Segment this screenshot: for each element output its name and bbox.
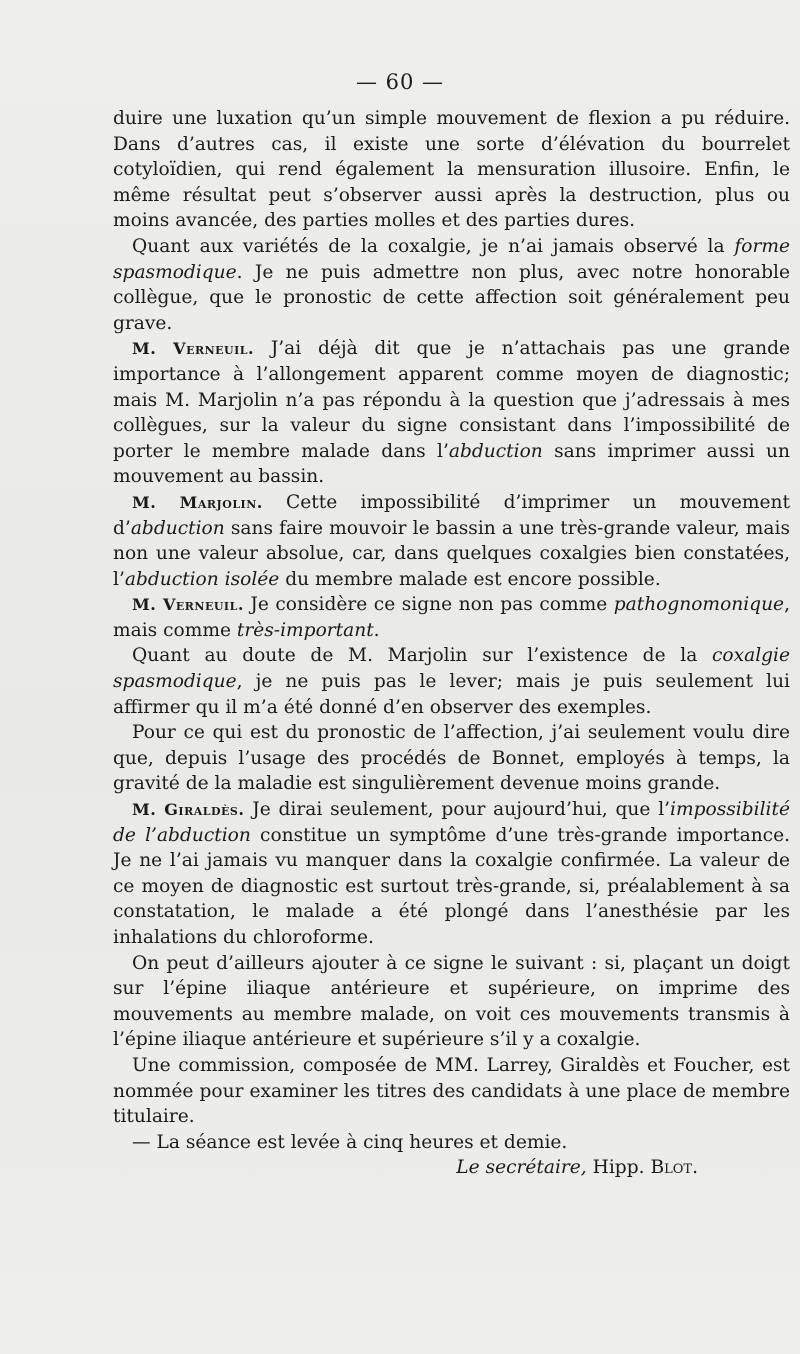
- body-text: [113, 106, 790, 1181]
- text-segment: sans faire mouvoir le bassin a une très-grande valeur, mais non une valeur absolue, car, dans quelques coxalgies bien constatées, l’: [113, 517, 790, 590]
- italic-text: impossibilité de l’abduction: [113, 799, 790, 846]
- text-segment: duire une luxation qu’un simple mouvement de flexion a pu réduire. Dans d’autres cas, il existe une sorte d’élévation du bourrelet cotyloïdien, qui rend également la mensuration illusoire. Enfin, le même résultat peut s’observer aussi après la destruction, plus ou moins avancée, des parties molles et des parties dures.: [113, 108, 790, 232]
- paragraph-p2: [113, 234, 790, 336]
- italic-text: coxalgie spasmodique: [113, 645, 790, 693]
- text-segment: Quant au doute de M. Marjolin sur l’existence de la: [132, 645, 713, 667]
- italic-text: abduction: [130, 517, 225, 539]
- italic-text: forme spasmodique: [113, 235, 790, 283]
- signature-name-last: Blot.: [650, 1157, 698, 1179]
- speaker-name: M. Marjolin.: [132, 492, 263, 512]
- text-segment: du membre malade est encore possible.: [279, 568, 661, 590]
- speaker-name: M. Verneuil.: [132, 595, 244, 615]
- text-segment: — La séance est levée à cinq heures et demie.: [132, 1131, 568, 1153]
- italic-text: abduction: [448, 440, 543, 462]
- text-segment: On peut d’ailleurs ajouter à ce signe le suivant : si, plaçant un doigt sur l’épine iliaque antérieure et supérieure, on imprime des mouvements au membre malade, on voit ces mouvements transmis à l’épine iliaque antérieure et supérieure s’il y a coxalgie.: [113, 952, 790, 1051]
- paragraph-p11: [113, 1130, 790, 1156]
- signature-role: Le secrétaire,: [456, 1157, 587, 1179]
- text-segment: , mais comme: [113, 594, 790, 641]
- paragraph-p1: [113, 106, 790, 234]
- paragraph-p4: [113, 490, 790, 592]
- paragraph-p5: [113, 592, 790, 643]
- text-segment: Je considère ce signe non pas comme: [243, 594, 614, 616]
- text-segment: Cette impossibilité d’imprimer un mouvement d’: [113, 491, 791, 539]
- paragraph-p8: [113, 797, 790, 951]
- signature-name-first: Hipp.: [592, 1157, 645, 1179]
- italic-text: très-important: [236, 619, 374, 641]
- paragraph-p7: [113, 720, 790, 797]
- text-segment: Pour ce qui est du pronostic de l’affection, j’ai seulement voulu dire que, depuis l’usage des procédés de Bonnet, employés à temps, la gravité de la maladie est singulièrement devenue moins grande.: [113, 722, 790, 795]
- text-segment: Je dirai seulement, pour aujourd’hui, que l’: [244, 799, 671, 821]
- paragraph-list: [113, 106, 790, 1155]
- signature: [113, 1155, 790, 1181]
- paragraph-p6: [113, 643, 790, 720]
- paragraph-p9: [113, 951, 790, 1053]
- italic-text: abduction isolée: [124, 568, 280, 590]
- text-segment: constitue un symptôme d’une très-grande importance. Je ne l’ai jamais vu manquer dans la coxalgie confirmée. La valeur de ce moyen de diagnostic est surtout très-grande, si, préalablement à sa constatation, le malade a été plongé dans l’anesthésie par les inhalations du chloroforme.: [113, 824, 790, 948]
- text-segment: . Je ne puis admettre non plus, avec notre honorable collègue, que le pronostic de cette affection soit généralement peu grave.: [113, 261, 790, 334]
- paragraph-p3: [113, 336, 790, 490]
- speaker-name: M. Verneuil.: [132, 339, 255, 359]
- text-segment: .: [373, 619, 380, 641]
- text-segment: , je ne puis pas le lever; mais je puis seulement lui affirmer qu il m’a été donné d’en observer des exemples.: [113, 671, 790, 718]
- page-number: — 60 —: [355, 70, 445, 94]
- text-segment: J’ai déjà dit que je n’attachais pas une grande importance à l’allongement apparent comme moyen de diagnostic; mais M. Marjolin n’a pas répondu à la question que j’adressais à mes collègues, sur la valeur du signe consistant dans l’impossibilité de porter le membre malade dans l’: [113, 338, 790, 462]
- paragraph-p10: [113, 1053, 790, 1130]
- text-segment: Une commission, composée de MM. Larrey, Giraldès et Foucher, est nommée pour examiner les titres des candidats à une place de membre titulaire.: [113, 1054, 790, 1128]
- speaker-name: M. Giraldès.: [132, 800, 245, 820]
- italic-text: pathognomonique: [613, 594, 785, 616]
- text-segment: Quant aux variétés de la coxalgie, je n’ai jamais observé la: [132, 235, 735, 257]
- text-segment: sans imprimer aussi un mouvement au bassin.: [113, 440, 790, 488]
